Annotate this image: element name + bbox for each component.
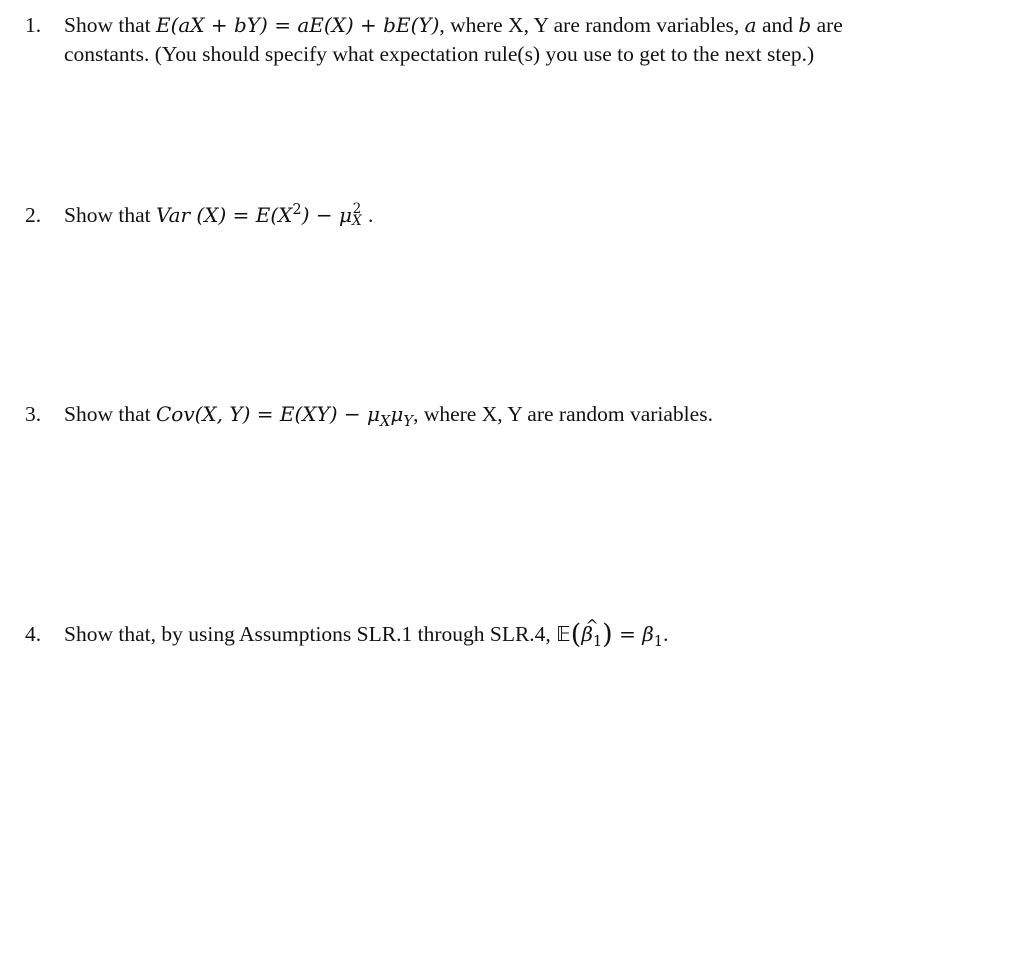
question-text: [64, 11, 985, 69]
formula-lhs: Cov(X, Y): [155, 402, 251, 426]
question-lead: Show that: [64, 402, 156, 426]
formula-equals: =: [612, 622, 643, 646]
variable-a: a: [744, 13, 757, 37]
formula-lhs: E(aX + bY): [155, 13, 268, 37]
mu-subscript-x: X: [380, 413, 391, 431]
question-number: 4.: [25, 622, 42, 646]
right-paren: ): [602, 619, 613, 650]
formula-equals: =: [226, 203, 256, 227]
beta-hat: ^ β: [581, 620, 593, 649]
beta-hat-subscript: 1: [592, 633, 603, 651]
question-1: [25, 11, 985, 69]
question-text: [64, 201, 985, 230]
formula-mu-2: μ: [390, 402, 404, 426]
formula-rhs: aE(X) + bE(Y): [297, 13, 440, 37]
mu-subscript: X: [351, 212, 362, 229]
question-line-2: constants. (You should specify what expectation rule(s) you use to get to the next step.): [64, 42, 815, 66]
mu-exponent: 2: [352, 200, 362, 217]
mu-subscript-y: Y: [403, 413, 414, 431]
question-tail: , where X, Y are random variables,: [439, 13, 745, 37]
formula-lhs: Var (X): [155, 203, 227, 227]
expectation-operator: 𝔼: [556, 622, 571, 646]
question-tail: .: [367, 203, 374, 227]
question-3: [25, 400, 985, 429]
beta-subscript: 1: [653, 633, 664, 651]
formula-equals: =: [267, 13, 298, 37]
question-lead: Show that: [64, 13, 156, 37]
question-number: 1.: [25, 13, 42, 37]
mu-scripts: [351, 200, 368, 229]
formula-rhs-main: E(X: [255, 203, 293, 227]
formula-rhs-close: ) − μ: [301, 203, 352, 227]
question-text: [64, 620, 985, 649]
variable-b: b: [798, 13, 812, 37]
question-and: and: [756, 13, 799, 37]
question-lead: Show that: [64, 203, 156, 227]
question-tail: .: [663, 622, 669, 646]
question-tail-end: are: [811, 13, 843, 37]
question-text: [64, 400, 985, 429]
left-paren: (: [570, 619, 582, 650]
question-4: [25, 620, 985, 649]
formula-equals: =: [250, 402, 280, 426]
formula-exponent: 2: [292, 200, 302, 218]
question-lead: Show that, by using Assumptions SLR.1 through SLR.4,: [64, 622, 557, 646]
question-number: 3.: [25, 402, 42, 426]
formula-rhs-main: E(XY) − μ: [279, 402, 380, 426]
beta: β: [642, 622, 654, 646]
question-tail: , where X, Y are random variables.: [413, 402, 713, 426]
question-number: 2.: [25, 203, 42, 227]
question-2: [25, 201, 985, 230]
